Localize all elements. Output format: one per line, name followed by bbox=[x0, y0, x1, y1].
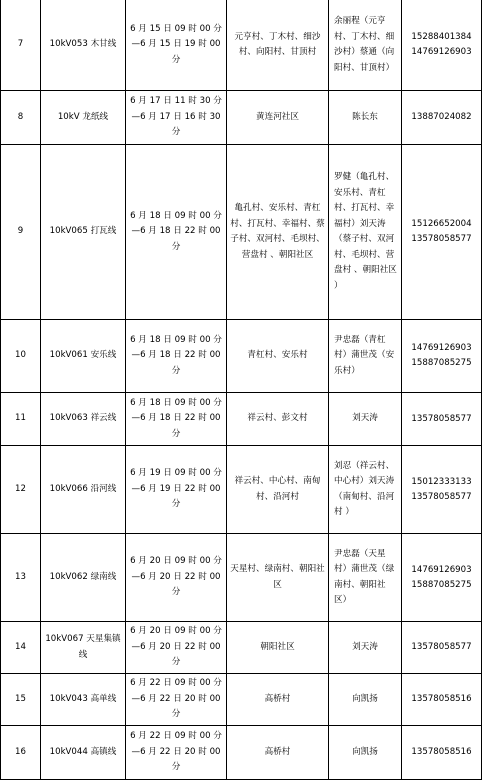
line-name: 10kV043 高单线 bbox=[41, 674, 126, 726]
phone-number: 15126652004 bbox=[411, 219, 472, 229]
phone-number: 13578058577 bbox=[411, 413, 472, 424]
outage-time: 6 月 18 日 09 时 00 分—6 月 18 日 22 时 00 分 bbox=[126, 145, 227, 320]
line-name: 10kV065 打瓦线 bbox=[41, 145, 126, 320]
line-name: 10kV066 沿河线 bbox=[41, 446, 126, 534]
row-number: 14 bbox=[1, 622, 41, 674]
line-name: 10kV062 绿南线 bbox=[41, 534, 126, 622]
outage-area: 青杠村、安乐村 bbox=[227, 320, 329, 393]
row-number: 16 bbox=[1, 726, 41, 780]
phone-number: 14769126903 bbox=[411, 47, 472, 57]
outage-time: 6 月 19 日 09 时 00 分—6 月 19 日 22 时 00 分 bbox=[126, 446, 227, 534]
phone-number: 13578058516 bbox=[411, 694, 472, 704]
phone-number: 15887085275 bbox=[411, 358, 472, 368]
outage-area: 高桥村 bbox=[227, 726, 329, 780]
row-number: 7 bbox=[1, 0, 41, 91]
contact-person: 刘天涛 bbox=[329, 622, 402, 674]
row-number: 12 bbox=[1, 446, 41, 534]
phone-number: 13578058577 bbox=[411, 642, 472, 652]
outage-area: 祥云村、中心村、南甸村、沿河村 bbox=[227, 446, 329, 534]
line-name: 10kV067 天星集镇线 bbox=[41, 622, 126, 674]
outage-area: 祥云村、彭文村 bbox=[227, 393, 329, 446]
outage-time: 6 月 18 日 09 时 00 分—6 月 18 日 22 时 00 分 bbox=[126, 393, 227, 446]
line-name: 10kV044 高镇线 bbox=[41, 726, 126, 780]
row-number: 15 bbox=[1, 674, 41, 726]
outage-time: 6 月 17 日 11 时 30 分—6 月 17 日 16 时 30 分 bbox=[126, 91, 227, 145]
table-row bbox=[1, 622, 482, 674]
row-number: 11 bbox=[1, 393, 41, 446]
contact-person: 尹忠磊（天星村）蒲世茂（绿南村、朝阳社区） bbox=[329, 534, 402, 622]
outage-area: 朝阳社区 bbox=[227, 622, 329, 674]
line-name: 10kV 龙纸线 bbox=[41, 91, 126, 145]
contact-phone bbox=[402, 0, 482, 91]
contact-person: 余丽程（元亨村、丁木村、细沙村）蔡通（向阳村、甘顶村） bbox=[329, 0, 402, 91]
outage-time: 6 月 22 日 09 时 00 分—6 月 22 日 20 时 00 分 bbox=[126, 726, 227, 780]
row-number: 13 bbox=[1, 534, 41, 622]
phone-number: 14769126903 bbox=[411, 343, 472, 353]
phone-number: 13887024082 bbox=[411, 112, 472, 122]
contact-phone bbox=[402, 393, 482, 446]
table-row bbox=[1, 534, 482, 622]
outage-time: 6 月 20 日 09 时 00 分—6 月 20 日 22 时 00 分 bbox=[126, 534, 227, 622]
contact-person: 刘忍（祥云村、中心村）刘天涛（南甸村、沿河村 ） bbox=[329, 446, 402, 534]
row-number: 8 bbox=[1, 91, 41, 145]
line-name: 10kV053 木甘线 bbox=[41, 0, 126, 91]
contact-phone bbox=[402, 91, 482, 145]
contact-phone bbox=[402, 446, 482, 534]
outage-area: 亀孔村、安乐村、青杠村、打瓦村、幸福村、蔡子村、双河村、毛坝村、营盘村 、朝阳社区 bbox=[227, 145, 329, 320]
outage-time: 6 月 18 日 09 时 00 分—6 月 18 日 22 时 00 分 bbox=[126, 320, 227, 393]
contact-person: 陈长东 bbox=[329, 91, 402, 145]
contact-phone bbox=[402, 674, 482, 726]
contact-phone bbox=[402, 622, 482, 674]
table-row bbox=[1, 393, 482, 446]
table-row bbox=[1, 91, 482, 145]
table-row bbox=[1, 446, 482, 534]
phone-number: 14769126903 bbox=[411, 564, 472, 575]
table-row bbox=[1, 674, 482, 726]
outage-time: 6 月 22 日 09 时 00 分—6 月 22 日 20 时 00 分 bbox=[126, 674, 227, 726]
contact-person: 罗健（亀孔村、安乐村、青杠村、打瓦村、幸福村）刘天涛（蔡子村、双河村、毛坝村、营盘村 、朝阳社区 ） bbox=[329, 145, 402, 320]
outage-area: 黄连河社区 bbox=[227, 91, 329, 145]
outage-area: 天星村、绿南村、朝阳社区 bbox=[227, 534, 329, 622]
phone-number: 15887085275 bbox=[411, 579, 472, 590]
outage-time: 6 月 20 日 09 时 00 分—6 月 20 日 22 时 00 分 bbox=[126, 622, 227, 674]
contact-person: 刘天涛 bbox=[329, 393, 402, 446]
phone-number: 13578058577 bbox=[411, 491, 472, 502]
contact-phone bbox=[402, 320, 482, 393]
table-row bbox=[1, 320, 482, 393]
contact-phone bbox=[402, 726, 482, 780]
phone-number: 15288401384 bbox=[411, 32, 472, 42]
phone-number: 15012333133 bbox=[411, 476, 472, 487]
phone-number: 13578058577 bbox=[411, 234, 472, 244]
outage-time: 6 月 15 日 09 时 00 分—6 月 15 日 19 时 00 分 bbox=[126, 0, 227, 91]
row-number: 10 bbox=[1, 320, 41, 393]
outage-area: 高桥村 bbox=[227, 674, 329, 726]
table-row bbox=[1, 726, 482, 780]
contact-person: 向凯扬 bbox=[329, 674, 402, 726]
line-name: 10kV061 安乐线 bbox=[41, 320, 126, 393]
phone-number: 13578058516 bbox=[411, 747, 472, 757]
contact-phone bbox=[402, 145, 482, 320]
table-row bbox=[1, 0, 482, 91]
outage-area: 元亨村、丁木村、细沙村、向阳村、甘顶村 bbox=[227, 0, 329, 91]
contact-phone bbox=[402, 534, 482, 622]
contact-person: 向凯扬 bbox=[329, 726, 402, 780]
contact-person: 尹忠磊（青杠村）蒲世茂（安乐村） bbox=[329, 320, 402, 393]
line-name: 10kV063 祥云线 bbox=[41, 393, 126, 446]
table-row bbox=[1, 145, 482, 320]
row-number: 9 bbox=[1, 145, 41, 320]
